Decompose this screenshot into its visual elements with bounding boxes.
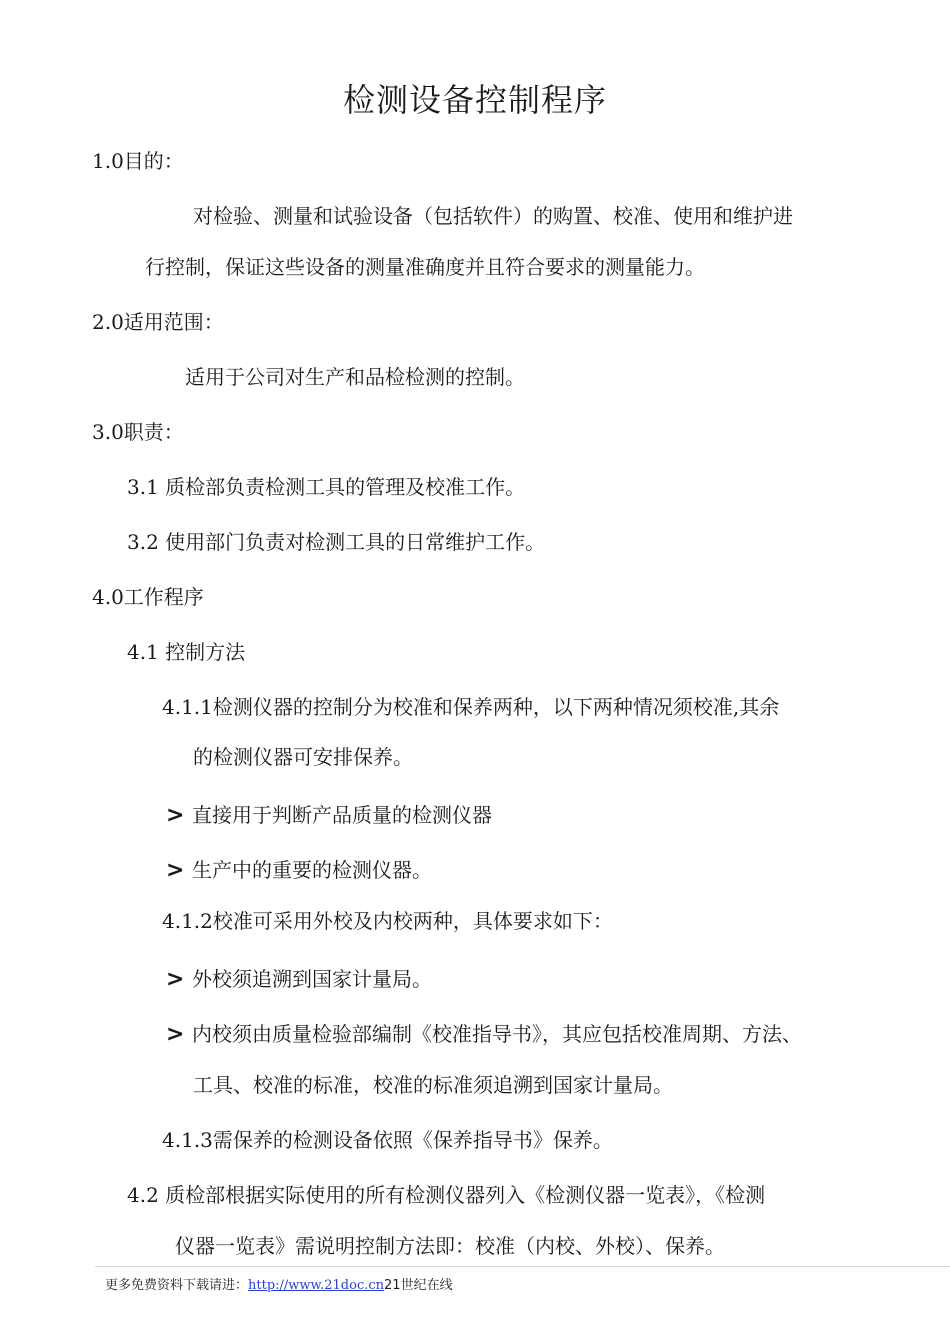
page-title: 检测设备控制程序 <box>342 81 607 119</box>
chevron-right-icon: > <box>166 1022 185 1047</box>
bullet-item-4 <box>166 1020 802 1049</box>
section-3-1: 3.1 质检部负责检测工具的管理及校准工作。 <box>127 475 526 499</box>
bullet-item-1 <box>166 801 492 830</box>
bullet-item-2-text: 生产中的重要的检测仪器。 <box>192 858 432 882</box>
section-2-body: 适用于公司对生产和品检检测的控制。 <box>185 365 525 389</box>
section-4-1-2: 4.1.2校准可采用外校及内校两种，具体要求如下： <box>162 909 613 933</box>
bullet-item-2 <box>166 856 432 885</box>
section-4-1-1-line-1: 4.1.1检测仪器的控制分为校准和保养两种，以下两种情况须校准,其余 <box>162 695 780 719</box>
footer-brand: 21世纪在线 <box>384 1278 453 1293</box>
section-1-body-line-1: 对检验、测量和试验设备（包括软件）的购置、校准、使用和维护进 <box>193 204 793 228</box>
footer-link[interactable]: http://www.21doc.cn <box>248 1278 385 1293</box>
bullet-item-3 <box>166 965 432 994</box>
chevron-right-icon: > <box>166 967 185 992</box>
section-3-2: 3.2 使用部门负责对检测工具的日常维护工作。 <box>127 530 546 554</box>
section-1-heading: 1.0目的： <box>92 149 184 173</box>
bullet-item-1-text: 直接用于判断产品质量的检测仪器 <box>192 803 492 827</box>
section-4-heading: 4.0工作程序 <box>92 585 204 609</box>
bullet-item-4-text: 内校须由质量检验部编制《校准指导书》，其应包括校准周期、方法、 <box>192 1022 802 1046</box>
section-4-1-1-line-2: 的检测仪器可安排保养。 <box>193 745 413 769</box>
section-3-heading: 3.0职责： <box>92 420 184 444</box>
section-4-2-line-1: 4.2 质检部根据实际使用的所有检测仪器列入《检测仪器一览表》，《检测 <box>127 1183 766 1207</box>
section-2-heading: 2.0适用范围： <box>92 310 224 334</box>
chevron-right-icon: > <box>166 858 185 883</box>
footer <box>105 1277 453 1295</box>
bullet-item-4-continuation: 工具、校准的标准，校准的标准须追溯到国家计量局。 <box>193 1073 673 1097</box>
footer-divider <box>95 1266 950 1267</box>
bullet-item-3-text: 外校须追溯到国家计量局。 <box>192 967 432 991</box>
chevron-right-icon: > <box>166 803 185 828</box>
section-4-1-3: 4.1.3需保养的检测设备依照《保养指导书》保养。 <box>162 1128 613 1152</box>
section-4-1: 4.1 控制方法 <box>127 640 246 664</box>
footer-prefix: 更多免费资料下载请进： <box>105 1278 249 1293</box>
section-4-2-line-2: 仪器一览表》需说明控制方法即：校准（内校、外校）、保养。 <box>175 1234 725 1258</box>
section-1-body-line-2: 行控制，保证这些设备的测量准确度并且符合要求的测量能力。 <box>145 255 705 279</box>
